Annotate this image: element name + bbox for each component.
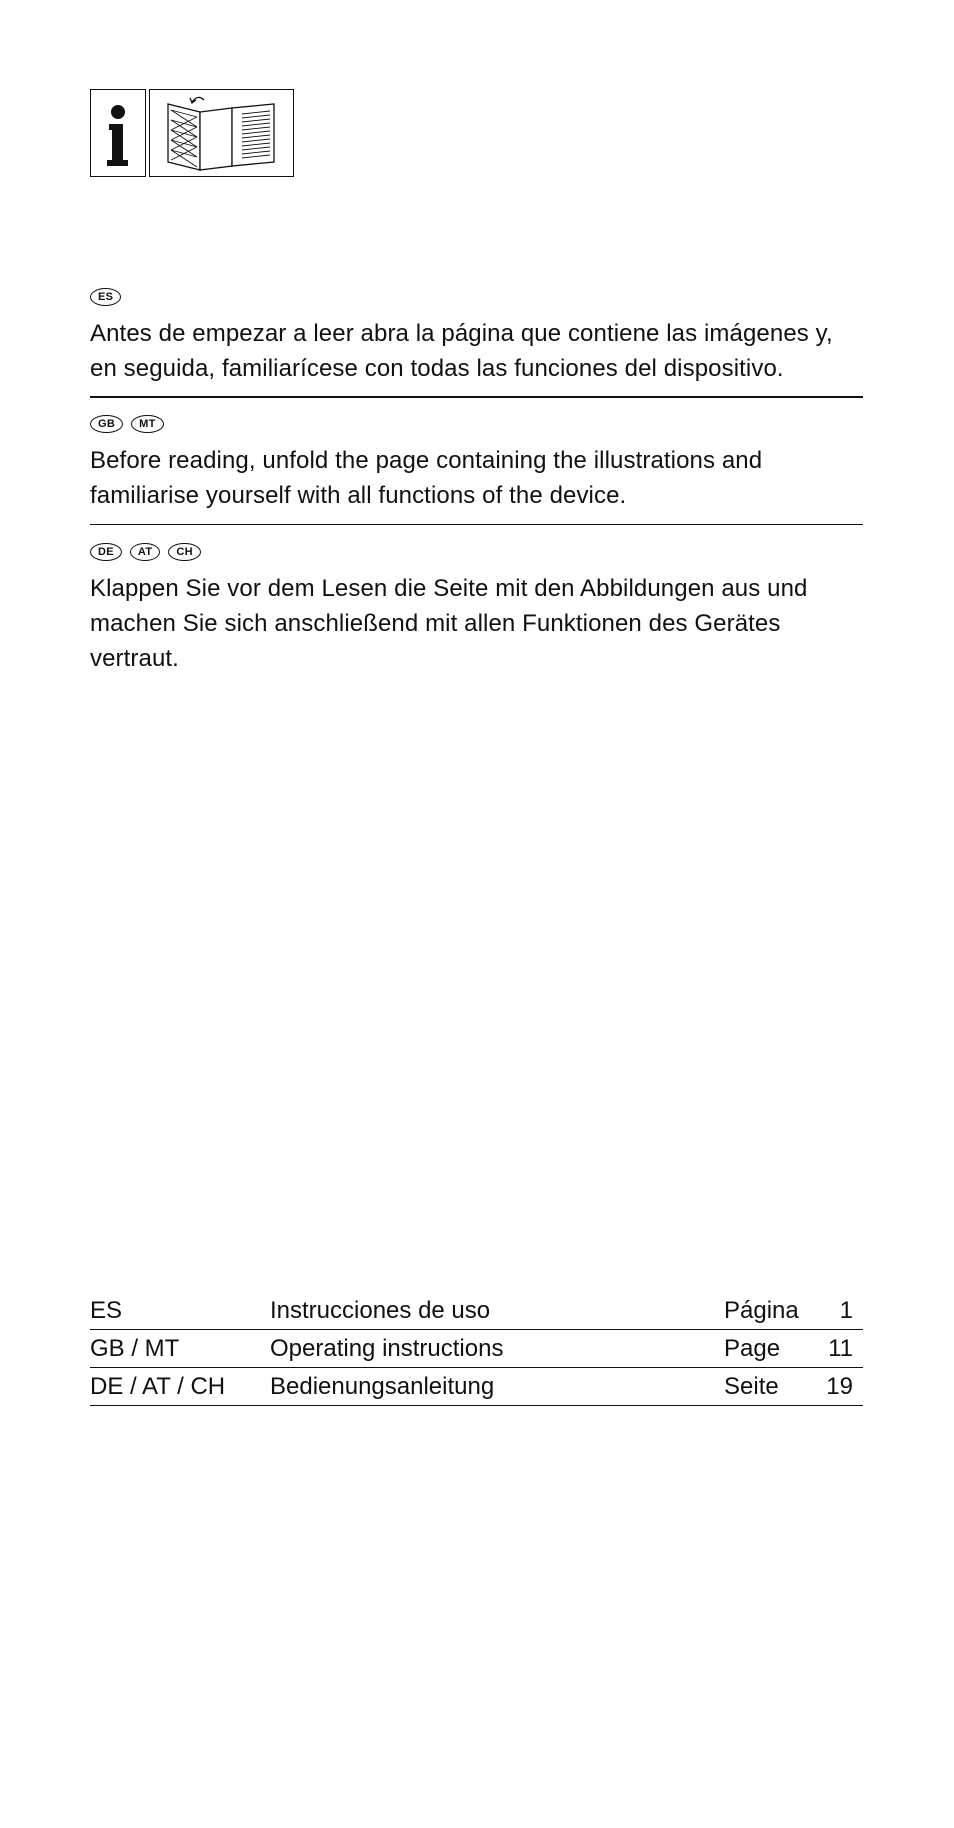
section-de-at-ch: [90, 541, 863, 676]
section-gb-mt: [90, 413, 863, 513]
intro-text: Before reading, unfold the page containing the illustrations and familiarise yourself with all functions of the device.: [90, 447, 763, 509]
toc-page-number: 11: [828, 1335, 853, 1362]
language-badges: [90, 541, 863, 563]
language-badge: GB: [90, 415, 123, 433]
toc-row[interactable]: [90, 1292, 863, 1330]
toc-page-number: 19: [826, 1373, 853, 1400]
language-badge: CH: [168, 543, 201, 561]
fold-out-page-icon: [149, 89, 294, 177]
language-badges: [90, 286, 863, 308]
table-of-contents: [90, 1292, 863, 1406]
intro-text: Klappen Sie vor dem Lesen die Seite mit den Abbildungen aus und machen Sie sich anschließend mit allen Funktionen des Gerätes vertraut.: [90, 575, 808, 672]
toc-row[interactable]: [90, 1330, 863, 1368]
section-es: [90, 286, 863, 386]
toc-page-label: Page: [724, 1335, 781, 1362]
toc-title: Instrucciones de uso: [270, 1297, 491, 1324]
toc-title: Operating instructions: [270, 1335, 504, 1362]
divider: [90, 524, 863, 525]
toc-page-number: 1: [839, 1297, 853, 1324]
info-icon: [90, 89, 146, 177]
divider: [90, 396, 863, 398]
header-icons: [90, 89, 294, 177]
language-badges: [90, 413, 863, 435]
toc-title: Bedienungsanleitung: [270, 1373, 495, 1400]
language-badge: AT: [130, 543, 160, 561]
language-badge: DE: [90, 543, 122, 561]
toc-row[interactable]: [90, 1368, 863, 1406]
language-badge: MT: [131, 415, 163, 433]
toc-language-code: ES: [90, 1297, 123, 1324]
toc-language-code: DE / AT / CH: [90, 1373, 226, 1400]
toc-language-code: GB / MT: [90, 1335, 180, 1362]
toc-page-label: Seite: [724, 1373, 779, 1400]
language-badge: ES: [90, 288, 121, 306]
toc-page-label: Página: [724, 1297, 799, 1324]
intro-text: Antes de empezar a leer abra la página que contiene las imágenes y, en seguida, familiarícese con todas las funciones del dispositivo.: [90, 320, 833, 382]
